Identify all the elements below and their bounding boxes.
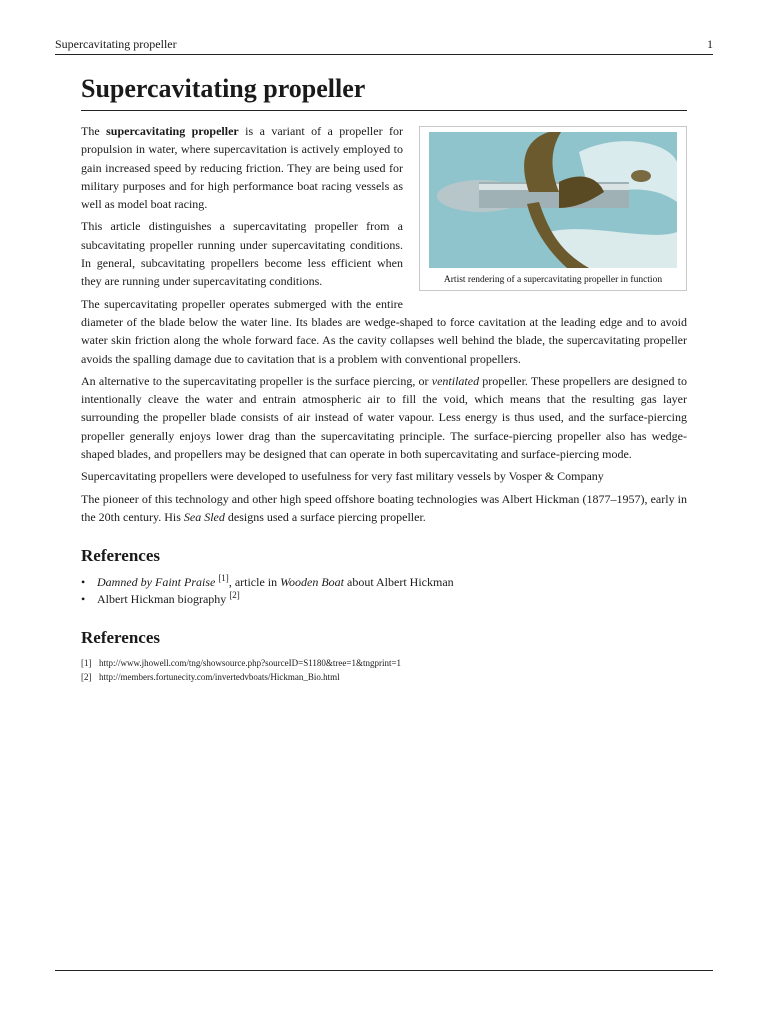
reference-text: , article in: [228, 575, 281, 590]
references-list: [81, 574, 687, 608]
strut-fin: [631, 170, 651, 182]
development-paragraph: Supercavitating propellers were developed to usefulness for very fast military vessels by Vosper & Company: [81, 469, 604, 484]
references-heading: References: [81, 546, 160, 566]
notes-list: [81, 656, 687, 684]
propeller-illustration: [429, 132, 677, 268]
note-number: [2]: [81, 672, 92, 683]
note-number: [1]: [81, 658, 92, 669]
citation-marker[interactable]: [2]: [229, 590, 240, 601]
citation-marker[interactable]: [1]: [218, 573, 229, 584]
distinction-paragraph: This article distinguishes a supercavitating propeller from a subcavitating propeller running under supercavitating conditions. In general, subcavitating propellers become less efficient when they are running under supercavitating conditions.: [81, 219, 403, 289]
reference-text: about Albert Hickman: [344, 575, 454, 590]
list-item: [81, 656, 687, 670]
note-url[interactable]: http://www.jhowell.com/tng/showsource.php?sourceID=S1180&tree=1&tngprint=1: [99, 658, 402, 669]
p1-post: is a variant of a propeller for propulsion in water, where supercavitation is actively employed to gain increased speed by reducing friction. They are being used for military purposes and for high performance boat racing vessels as well as model boat racing.: [81, 124, 404, 212]
reference-link-title[interactable]: Albert Hickman biography: [97, 592, 230, 607]
p6-italic-term: Sea Sled: [183, 509, 225, 524]
notes-heading: References: [81, 628, 160, 648]
figure-caption: Artist rendering of a supercavitating propeller in function: [443, 275, 663, 285]
list-item: [81, 670, 687, 684]
pioneer-paragraph: [81, 490, 687, 527]
bullet: •: [81, 592, 86, 607]
article-body: [81, 122, 687, 684]
operation-paragraph: The supercavitating propeller operates submerged with the entire diameter of the blade below the water line. Its blades are wedge-shaped to force cavitation at the leading edge and to avoid water skin friction along the whole forward face. As the cavity collapses well behind the blade, the supercavitating propeller avoids the spalling damage due to cavitation that is a problem with conventional propellers.: [81, 296, 687, 366]
list-item: [81, 574, 687, 591]
running-header: [55, 37, 713, 55]
p1-pre: The: [81, 124, 107, 138]
p6-pre: The pioneer of this technology and other high speed offshore boating technologies was Albert Hickman (1877–1957), early in the 20th century. His: [81, 491, 687, 524]
reference-publication: Wooden Boat: [280, 575, 345, 590]
title-divider: [81, 110, 687, 111]
reference-link-title[interactable]: Damned by Faint Praise: [97, 575, 216, 590]
alternative-paragraph: [81, 372, 687, 463]
p4-italic-term: ventilated: [431, 373, 480, 388]
bullet: •: [81, 575, 86, 590]
list-item: [81, 591, 687, 608]
running-title: Supercavitating propeller: [55, 37, 177, 51]
p6-post: designs used a surface piercing propeller.: [224, 509, 426, 524]
p1-bold-term: supercavitating propeller: [106, 124, 239, 138]
note-url[interactable]: http://members.fortunecity.com/invertedvboats/Hickman_Bio.html: [99, 672, 340, 683]
figure: [419, 126, 687, 291]
page-number: 1: [707, 37, 713, 51]
page-title: Supercavitating propeller: [81, 74, 366, 103]
p4-pre: An alternative to the supercavitating propeller is the surface piercing, or: [81, 373, 432, 388]
p4-post: propeller. These propellers are designed to intentionally cleave the water and entrain atmospheric air to fill the void, which means that the resulting gas layer surrounding the propeller blade consists of air instead of water vapour. Less energy is thus used, and the surface-piercing propeller generally enjoys lower drag than the supercavitating principle. The surface-piercing propeller also has wedge-shaped blades, and propellers may be designed that can operate in both supercavitating and surface-piercing mode.: [81, 373, 687, 462]
footer-divider: [55, 970, 713, 971]
